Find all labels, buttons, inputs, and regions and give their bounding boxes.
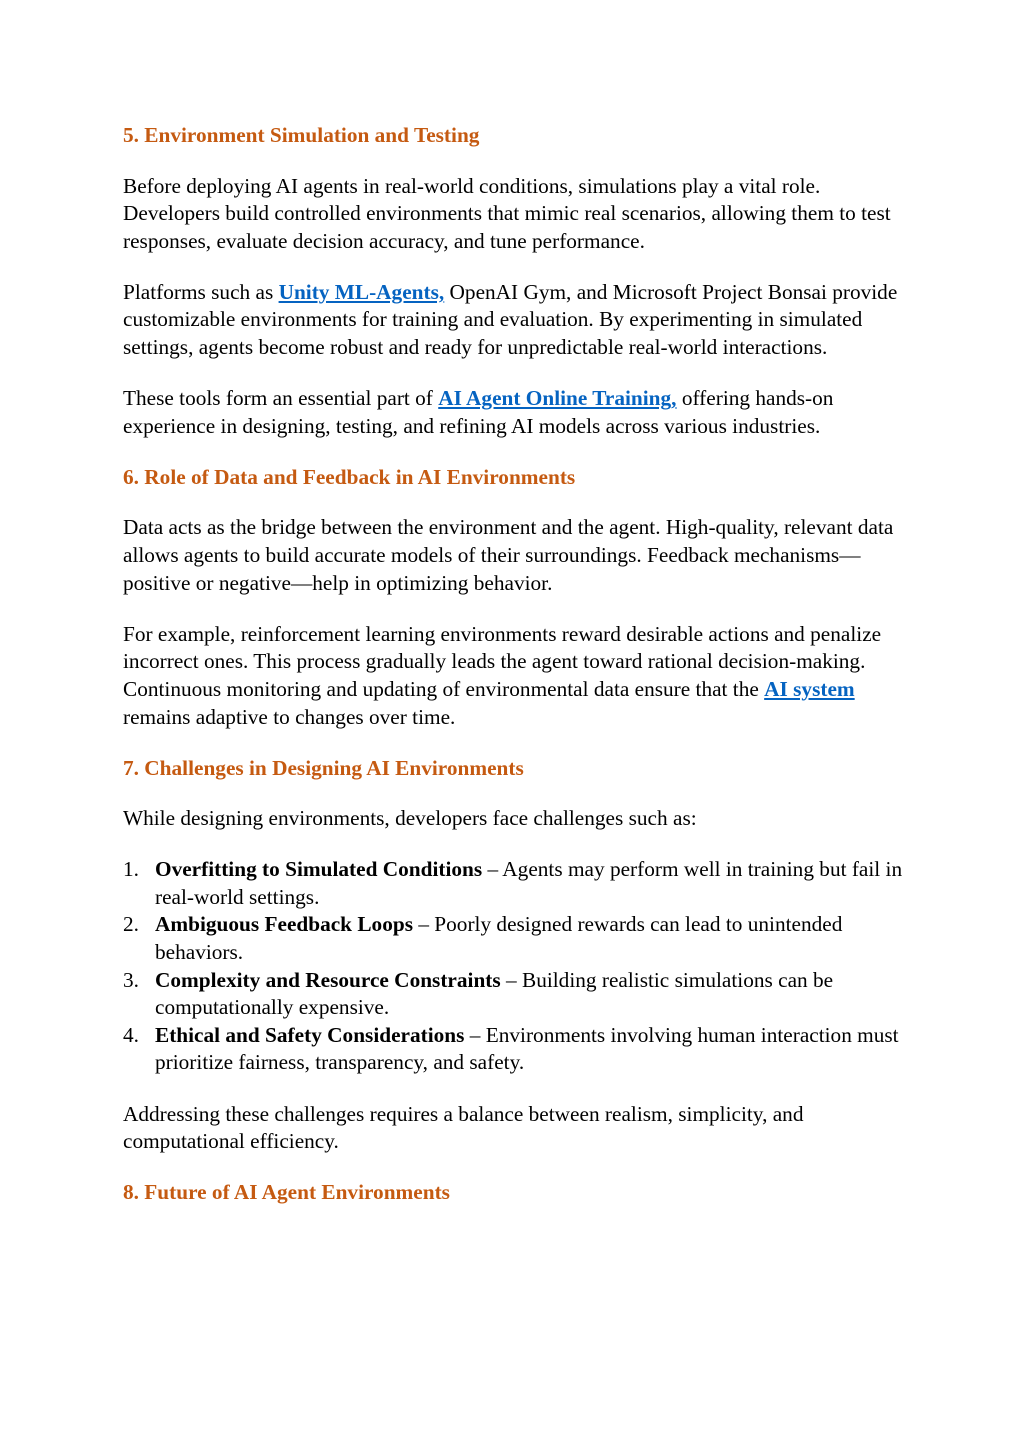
section-5-paragraph-2: Platforms such as Unity ML-Agents, OpenAI Gym, and Microsoft Project Bonsai provide customizable environments for training and evaluation. By experimenting in simulated settings, agents become robust and ready for unpredictable real-world interactions. bbox=[123, 279, 898, 360]
list-item: 4. Ethical and Safety Considerations – Environments involving human interaction must prioritize fairness, transparency, and safety. bbox=[123, 1022, 899, 1075]
section-5-heading: 5. Environment Simulation and Testing bbox=[123, 123, 480, 147]
section-7-intro: While designing environments, developers face challenges such as: bbox=[123, 806, 697, 831]
ai-system-link[interactable]: AI system bbox=[764, 676, 855, 701]
section-6-paragraph-1: Data acts as the bridge between the environment and the agent. High-quality, relevant data allows agents to build accurate models of their surroundings. Feedback mechanisms—positive or negative—help in optimizing behavior. bbox=[123, 515, 894, 595]
section-7-outro: Addressing these challenges requires a balance between realism, simplicity, and computational efficiency. bbox=[123, 1101, 804, 1154]
challenges-list bbox=[123, 856, 903, 1077]
section-5-paragraph-3: These tools form an essential part of AI Agent Online Training, offering hands-on experience in designing, testing, and refining AI models across various industries. bbox=[123, 386, 834, 438]
unity-ml-agents-link[interactable]: Unity ML-Agents, bbox=[278, 279, 445, 304]
list-item: 2. Ambiguous Feedback Loops – Poorly designed rewards can lead to unintended behaviors. bbox=[123, 912, 843, 965]
list-item: 1. Overfitting to Simulated Conditions – Agents may perform well in training but fail in real-world settings. bbox=[123, 857, 903, 909]
section-8-heading: 8. Future of AI Agent Environments bbox=[123, 1180, 450, 1205]
ai-agent-online-training-link[interactable]: AI Agent Online Training, bbox=[438, 386, 677, 411]
section-6-paragraph-2: For example, reinforcement learning environments reward desirable actions and penalize incorrect ones. This process gradually leads the agent toward rational decision-making. Continuous monitoring and updating of environmental data ensure that the AI system remains adaptive to changes over time. bbox=[123, 621, 882, 729]
section-6-heading: 6. Role of Data and Feedback in AI Environments bbox=[123, 464, 576, 489]
section-5-paragraph-1: Before deploying AI agents in real-world conditions, simulations play a vital role. Developers build controlled environments that mimic real scenarios, allowing them to test responses, evaluate decision accuracy, and tune performance. bbox=[123, 173, 891, 253]
list-item: 3. Complexity and Resource Constraints – Building realistic simulations can be computationally expensive. bbox=[123, 967, 834, 1020]
section-7-heading: 7. Challenges in Designing AI Environments bbox=[123, 755, 524, 780]
document-page bbox=[123, 122, 903, 1230]
